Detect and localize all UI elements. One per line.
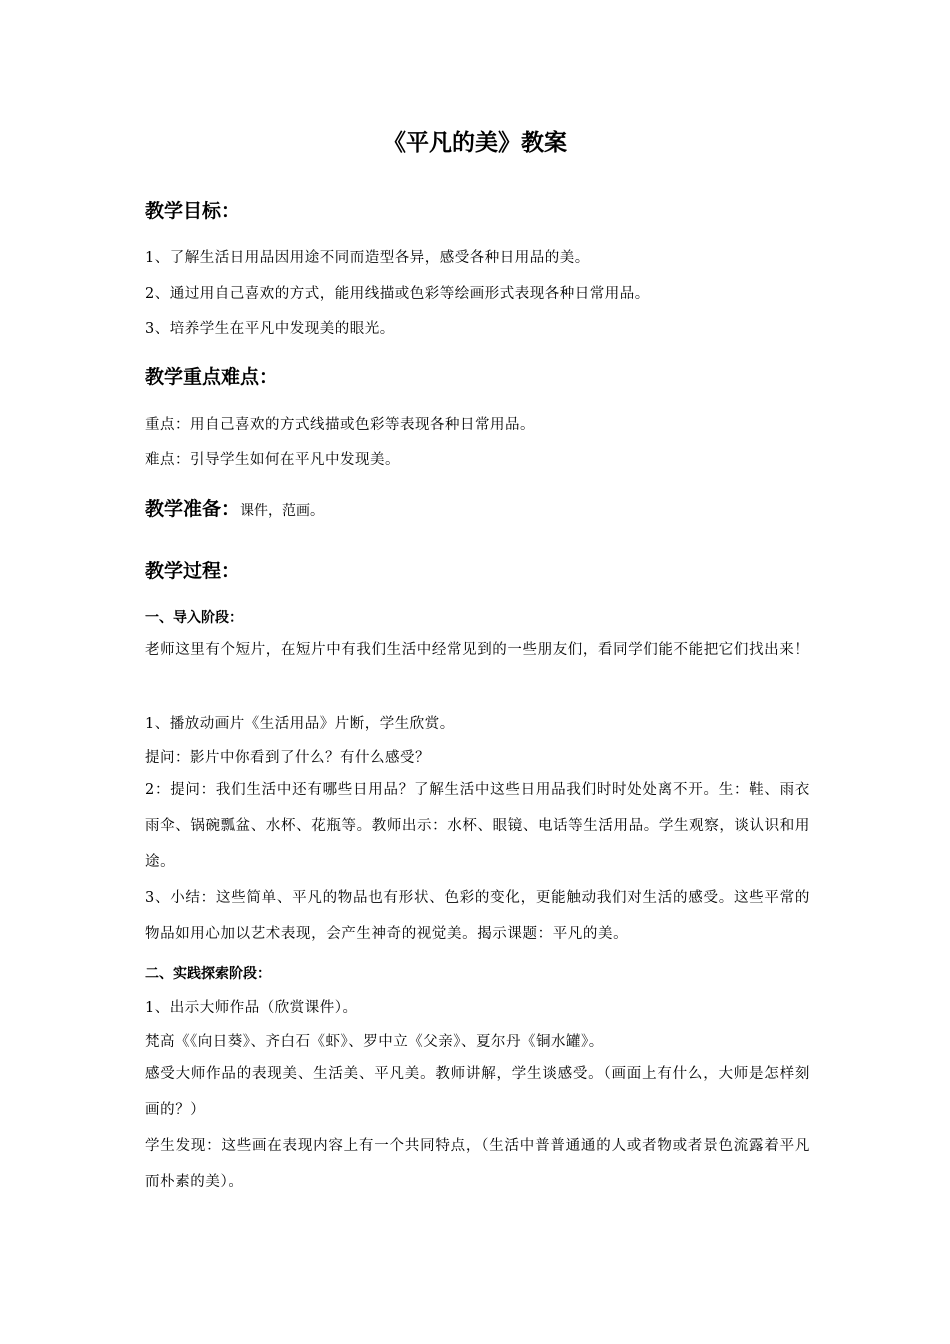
stage2-works: 梵高《《向日葵》、齐白石《虾》、罗中立《父亲》、夏尔丹《铜水罐》。	[145, 1034, 604, 1050]
goal-item-1: 1、了解生活日用品因用途不同而造型各异，感受各种日用品的美。	[145, 250, 590, 266]
preparation-heading	[145, 494, 324, 521]
stage1-step3: 3、小结：这些简单、平凡的物品也有形状、色彩的变化，更能触动我们对生活的感受。这些平常的物品如用心加以艺术表现，会产生神奇的视觉美。揭示课题：平凡的美。	[145, 890, 810, 942]
keypoints-heading: 教学重点难点：	[145, 366, 279, 388]
stage1-question: 提问：影片中你看到了什么？有什么感受？	[145, 750, 430, 766]
stage1-step2: 2：提问：我们生活中还有哪些日用品？了解生活中这些日用品我们时时处处离不开。生：鞋、雨衣雨伞、锅碗瓢盆、水杯、花瓶等。教师出示：水杯、眼镜、电话等生活用品。学生观察，谈认识和用途。	[145, 782, 810, 870]
difficulty-point: 难点：引导学生如何在平凡中发现美。	[145, 452, 400, 468]
goals-heading: 教学目标：	[145, 200, 241, 222]
preparation-label: 教学准备：	[145, 498, 241, 520]
process-heading: 教学过程：	[145, 560, 241, 582]
stage2-discover: 学生发现：这些画在表现内容上有一个共同特点，（生活中普普通通的人或者物或者景色流露着平凡而朴素的美）。	[145, 1138, 810, 1190]
key-point: 重点：用自己喜欢的方式线描或色彩等表现各种日常用品。	[145, 417, 535, 433]
goal-item-3: 3、培养学生在平凡中发现美的眼光。	[145, 321, 395, 337]
stage1-heading: 一、导入阶段：	[145, 610, 243, 626]
stage2-heading: 二、实践探索阶段：	[145, 966, 271, 982]
document-title: 《平凡的美》教案	[383, 130, 567, 156]
stage1-intro: 老师这里有个短片，在短片中有我们生活中经常见到的一些朋友们，看同学们能不能把它们找出来！	[145, 642, 810, 658]
stage2-feel: 感受大师作品的表现美、生活美、平凡美。教师讲解，学生谈感受。（画面上有什么，大师是怎样刻画的？）	[145, 1066, 810, 1118]
stage2-step1: 1、出示大师作品（欣赏课件）。	[145, 1000, 358, 1016]
goal-item-2: 2、通过用自己喜欢的方式，能用线描或色彩等绘画形式表现各种日常用品。	[145, 286, 650, 302]
preparation-text: 课件，范画。	[240, 503, 325, 519]
stage1-step1: 1、播放动画片《生活用品》片断，学生欣赏。	[145, 716, 455, 732]
